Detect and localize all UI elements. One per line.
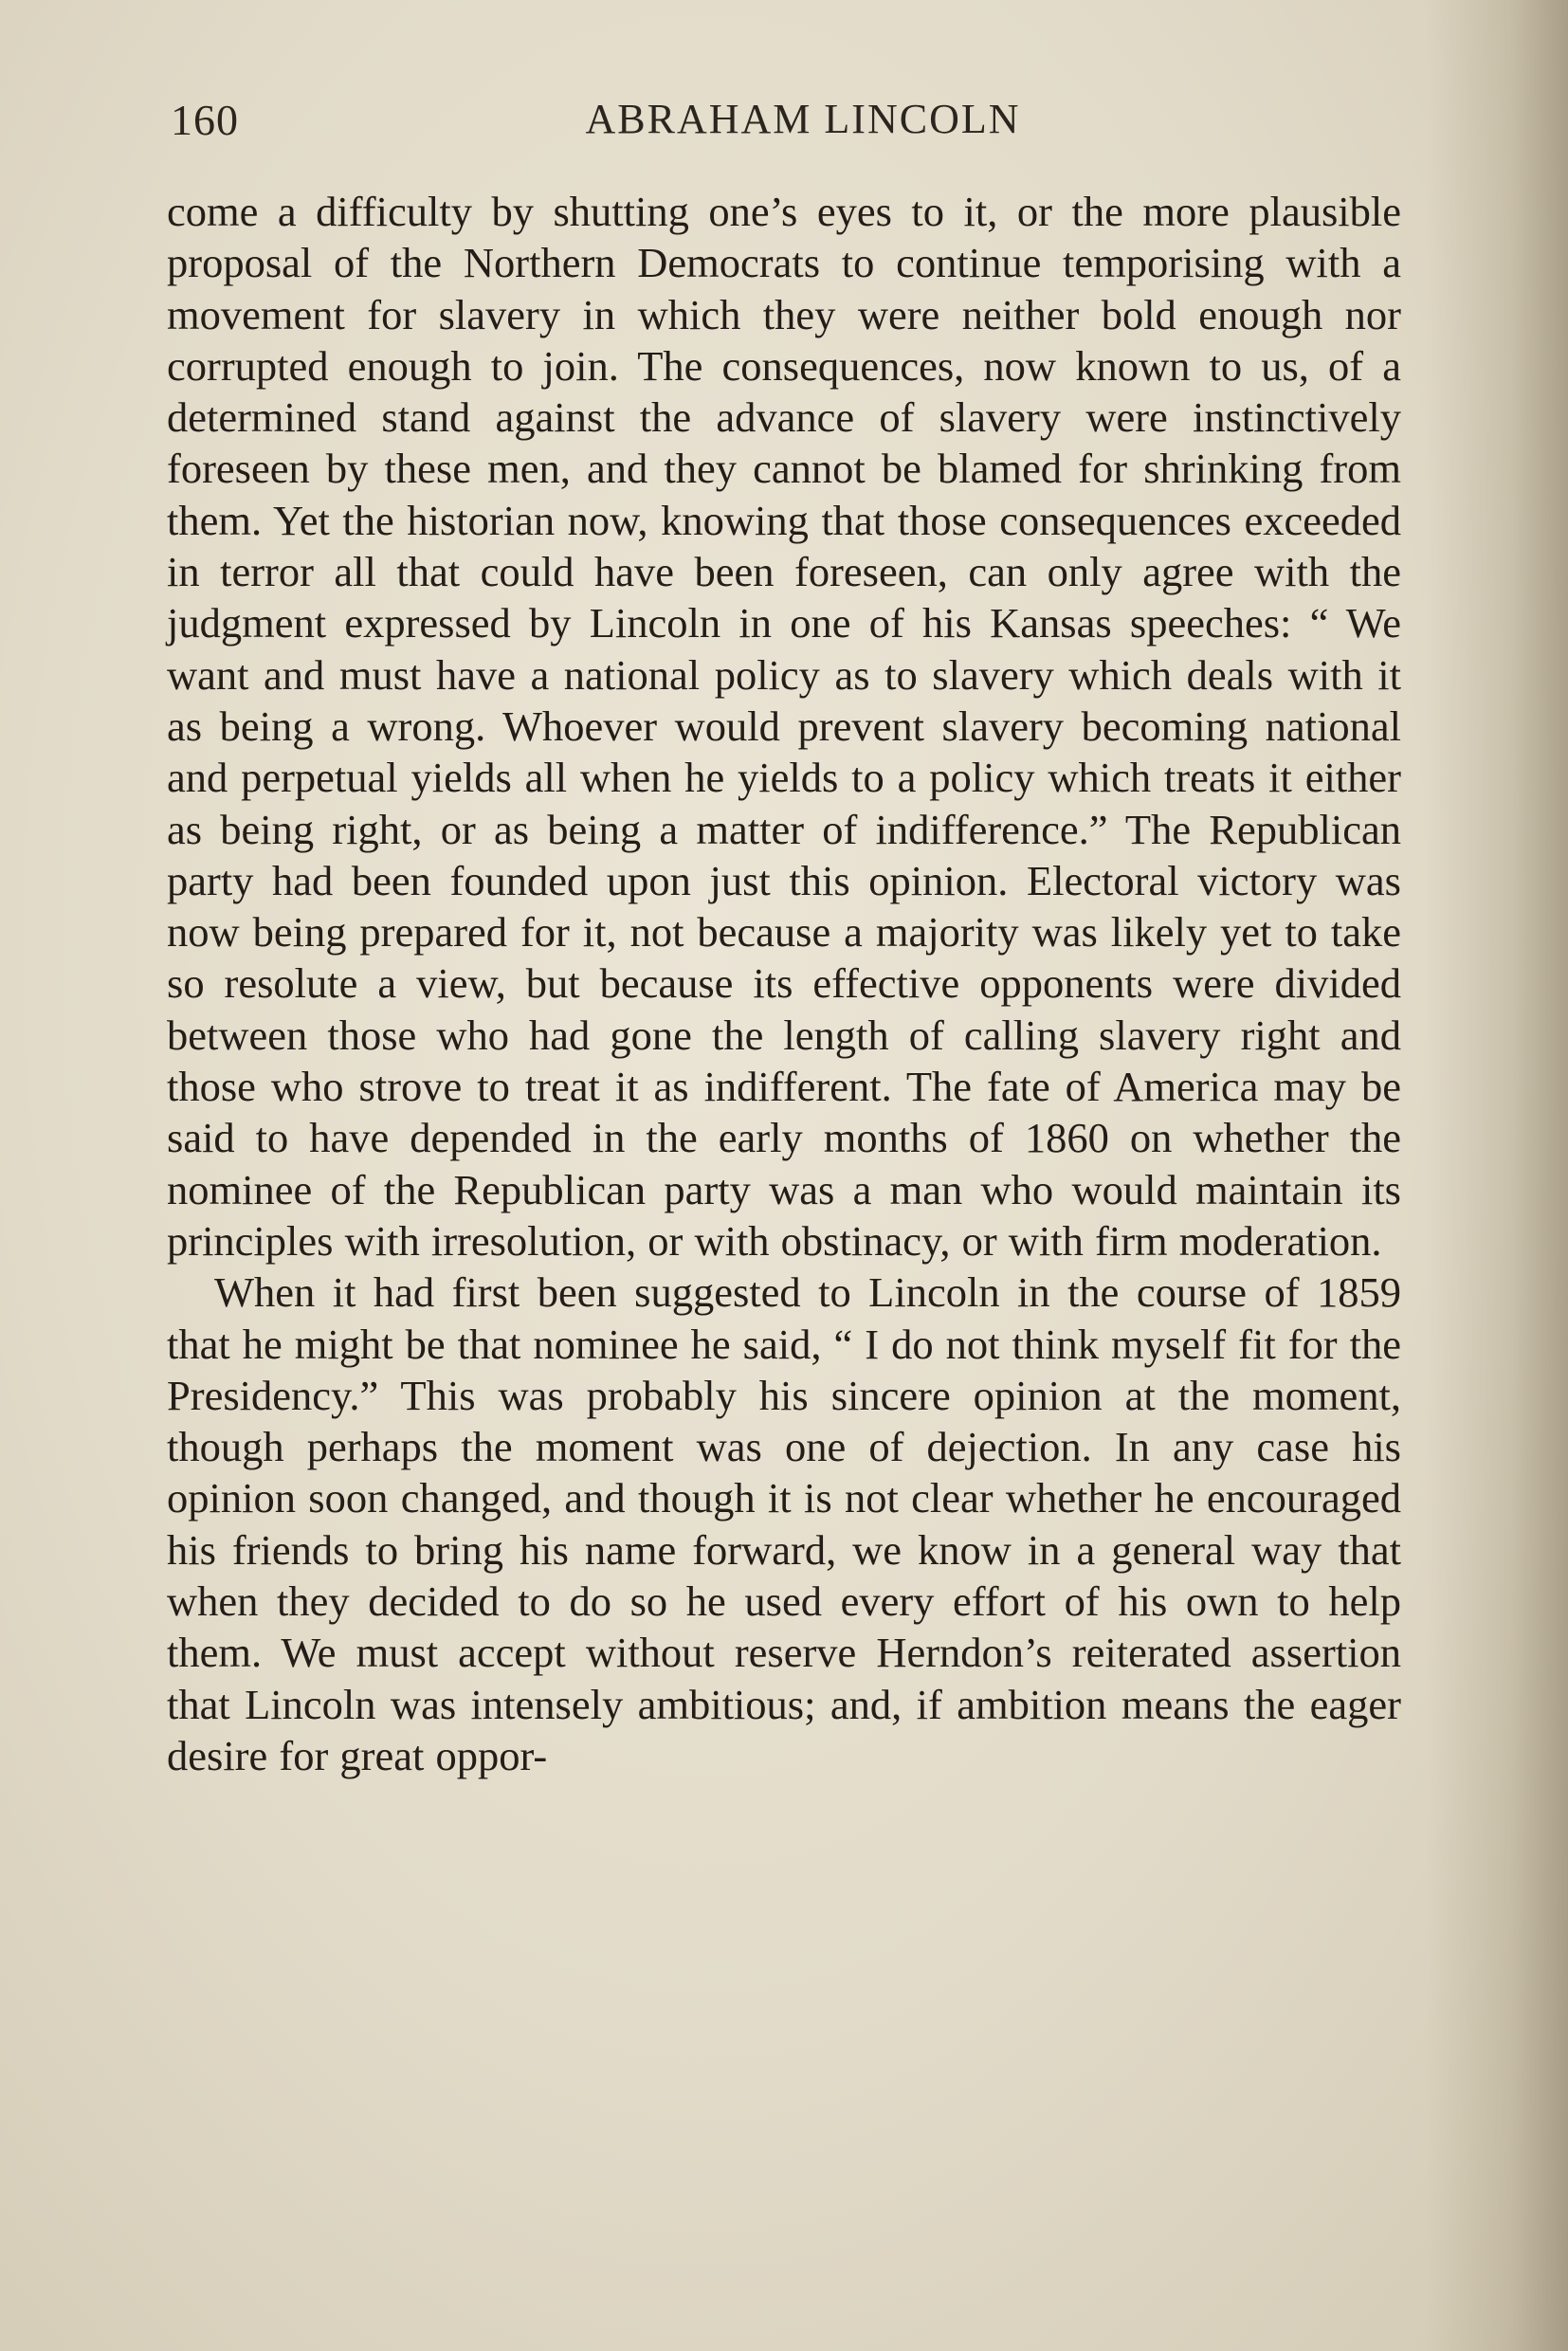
paragraph-1: come a difficulty by shutting one’s eyes to it, or the more plausible proposal of the Northern Democrats to continue temporising with a movement for slavery in which they were neither bold enough nor corrupted enough to join. The consequences, now known to us, of a determined stand against the advance of slavery were instinctively foreseen by these men, and they cannot be blamed for shrinking from them. Yet the historian now, knowing that those consequences exceeded in terror all that could have been foreseen, can only agree with the judgment expressed by Lincoln in one of his Kansas speeches: “ We want and must have a national policy as to slavery which deals with it as being a wrong. Whoever would prevent slavery becoming national and perpetual yields all when he yields to a policy which treats it either as being right, or as being a matter of indifference.” The Republican party had been founded upon just this opinion. Electoral victory was now being prepared for it, not because a majority was likely yet to take so resolute a view, but because its effective opponents were divided between those who had gone the length of calling slavery right and those who strove to treat it as indifferent. The fate of America may be said to have depended in the early months of 1860 on whether the nominee of the Republican party was a man who would maintain its principles with irresolution, or with obstinacy, or with firm moderation. [167,188,1401,1265]
running-head: ABRAHAM LINCOLN [585,96,1021,142]
paragraph-2: When it had first been suggested to Lincoln in the course of 1859 that he might be that nominee he said, “ I do not think myself fit for the Presidency.” This was probably his sincere opinion at the moment, though perhaps the moment was one of dejection. In any case his opinion soon changed, and though it is not clear whether he encouraged his friends to bring his name forward, we know in a general way that when they decided to do so he used every effort of his own to help them. We must accept without reserve Herndon’s reiterated assertion that Lincoln was intensely ambitious; and, if ambition means the eager desire for great oppor- [167,1268,1401,1779]
body-text [167,186,1401,1781]
page-edge-shadow [1426,0,1568,2351]
page-header [167,95,1401,161]
page-number: 160 [171,96,239,144]
